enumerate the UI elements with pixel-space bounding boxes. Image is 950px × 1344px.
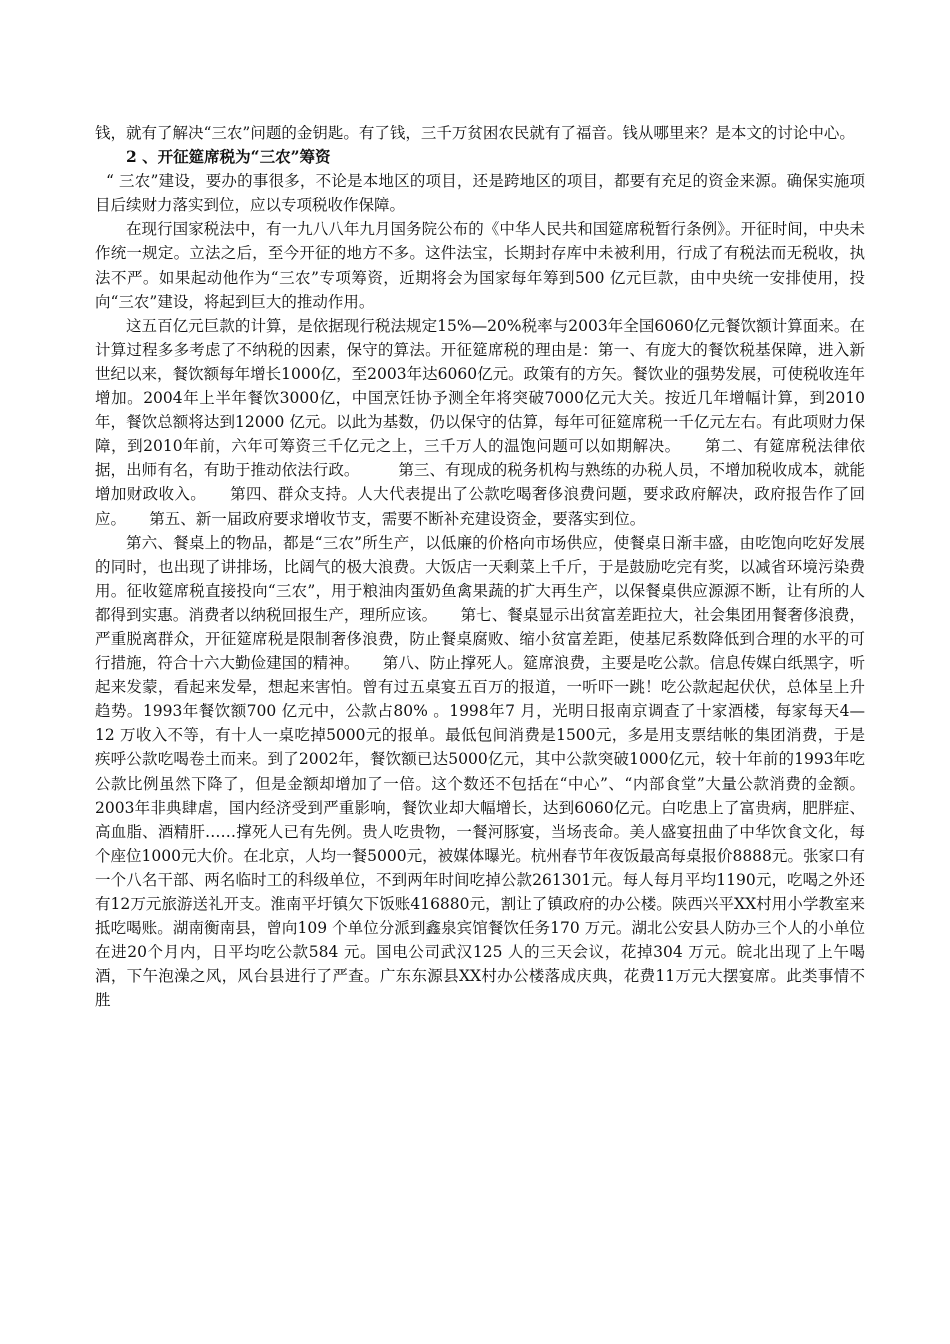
paragraph-tax-law: 在现行国家税法中，有一九八八年九月国务院公布的《中华人民共和国筵席税暂行条例》。开征时间，中央未作统一规定。立法之后，至今开征的地方不多。这件法宝，长期封存库中未被利用，行成了有税法而无税收，执法不严。如果起动他作为“三农”专项筹资，近期将会为国家每年筹到500 亿元巨款，由中央统一安排使用，投向“三农”建设，将起到巨大的推动作用。 <box>95 220 865 311</box>
paragraph-calculation: 这五百亿元巨款的计算，是依据现行税法规定15%—20%税率与2003年全国6060亿元餐饮额计算面来。在计算过程多多考虑了不纳税的因素，保守的算法。开征筵席税的理由是：第一、有庞大的餐饮税基保障，进入新世纪以来，餐饮额每年增长1000亿，至2003年达6060亿元。政策有的方矢。餐饮业的强势发展，可使税收连年增加。2004年上半年餐饮3000亿，中国烹饪协予测全年将突破7000亿元大关。按近几年增幅计算，到2010年，餐饮总额将达到12000 亿元。以此为基数，仍以保守的估算，每年可征筵席税一千亿元左右。有此项财力保障，到2010年前，六年可筹资三千亿元之上，三千万人的温饱问题可以如期解决。 第二、有筵席税法律依据，出师有名，有助于推动依法行政。 第三、有现成的税务机构与熟练的办税人员，不增加税收成本，就能增加财政收入。 第四、群众支持。人大代表提出了公款吃喝奢侈浪费问题，要求政府解决，政府报告作了回应。 第五、新一届政府要求增收节支，需要不断补充建设资金，要落实到位。 <box>95 316 865 528</box>
paragraph-intro: 钱，就有了解决“三农”问题的金钥匙。有了钱，三千万贫困农民就有了福音。钱从哪里来？是本文的讨论中心。 <box>95 124 855 142</box>
paragraph-reasons: 第六、餐桌上的物品，都是“三农”所生产，以低廉的价格向市场供应，使餐桌日渐丰盛，由吃饱向吃好发展的同时，也出现了讲排场，比阔气的极大浪费。大饭店一天剩菜上千斤，于是鼓励吃完有奖，以减省环境污染费用。征收筵席税直接投向“三农”，用于粮油肉蛋奶鱼禽果蔬的扩大再生产，以保餐桌供应源源不断，让有所的人都得到实惠。消费者以纳税回报生产，理所应该。 第七、餐桌显示出贫富差距拉大，社会集团用餐奢侈浪费，严重脱离群众，开征筵席税是限制奢侈浪费，防止餐桌腐败、缩小贫富差距，使基尼系数降低到合理的水平的可行措施，符合十六大勤俭建国的精神。 第八、防止撑死人。筵席浪费，主要是吃公款。信息传媒白纸黑字，听起来发蒙，看起来发晕，想起来害怕。曾有过五桌宴五百万的报道，一听吓一跳！吃公款起起伏伏，总体呈上升趋势。1993年餐饮额700 亿元中，公款占80% 。1998年7 月，光明日报南京调查了十家酒楼，每家每天4—12 万收入不等，有十人一桌吃掉5000元的报单。最低包间消费是1500元，多是用支票结帐的集团消费，于是疾呼公款吃喝卷土而来。到了2002年，餐饮额已达5000亿元，其中公款突破1000亿元，较十年前的1993年吃公款比例虽然下降了，但是金额却增加了一倍。这个数还不包括在“中心”、“内部食堂”大量公款消费的金额。2003年非典肆虐，国内经济受到严重影响，餐饮业却大幅增长，达到6060亿元。白吃患上了富贵病，肥胖症、高血脂、酒精肝……撑死人已有先例。贵人吃贵物，一餐河豚宴，当场丧命。美人盛宴扭曲了中华饮食文化，每个座位1000元大价。在北京，人均一餐5000元，被媒体曝光。杭州春节年夜饭最高每桌报价8888元。张家口有一个八名干部、两名临时工的科级单位，不到两年时间吃掉公款261301元。每人每月平均1190元，吃喝之外还有12万元旅游送礼开支。淮南平圩镇欠下饭账416880元，割让了镇政府的办公楼。陕西兴平XX村用小学教室来抵吃喝账。湖南衡南县，曾向109 个单位分派到鑫泉宾馆餐饮任务170 万元。湖北公安县人防办三个人的小单位在进20个月内，日平均吃公款584 元。国电公司武汉125 人的三天会议，花掉304 万元。皖北出现了上午喝酒，下午泡澡之风，风台县进行了严查。广东东源县XX村办公楼落成庆典，花费11万元大摆宴席。此类事情不胜 <box>95 533 865 1010</box>
paragraph-funding: “ 三农”建设，要办的事很多，不论是本地区的项目，还是跨地区的项目，都要有充足的资金来源。确保实施项目后续财力落实到位，应以专项税收作保障。 <box>95 172 865 215</box>
section-heading: 2 、开征筵席税为“三农”筹资 <box>126 147 331 167</box>
document-page <box>95 121 865 1012</box>
